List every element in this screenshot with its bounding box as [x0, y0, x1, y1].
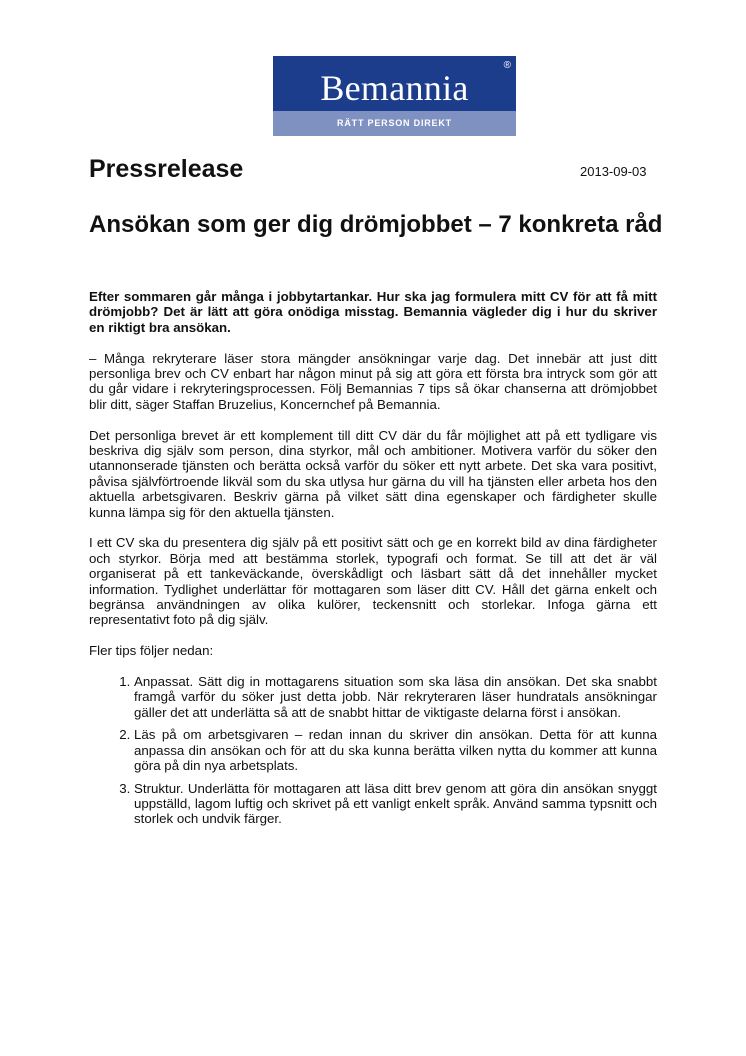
tip-item: 2. Läs på om arbetsgivaren – redan innan du skriver din ansökan. Detta för att kunna anpassa din ansökan och för att du ska kunna berätta vilken nytta du kommer att kunna göra på din nya arbetsplats. [134, 727, 657, 773]
bemannia-logo [273, 56, 516, 136]
body-paragraph: I ett CV ska du presentera dig själv på ett positivt sätt och ge en korrekt bild av dina färdigheter och styrkor. Börja med att bestämma storlek, typografi och format. Se till att det är väl organiserat på ett tankeväckande, överskådligt och läsbart sätt då det innehåller mycket information. Tydlighet underlättar för mottagaren som läser ditt CV. Håll det gärna enkelt och begränsa användningen av olika kulörer, teckensnitt och storlekar. Infoga gärna ett representativt foto på dig själv. [89, 535, 657, 628]
tips-intro: Fler tips följer nedan: [89, 643, 214, 659]
article-body [89, 289, 657, 834]
registered-mark: ® [503, 60, 511, 71]
logo-wordmark: Bemannia [320, 68, 469, 108]
headline: Ansökan som ger dig drömjobbet – 7 konkreta råd [89, 211, 663, 238]
release-date: 2013-09-03 [580, 164, 647, 179]
tip-item: 1. Anpassat. Sätt dig in mottagarens situation som ska läsa din ansökan. Det ska snabbt framgå varför du söker just detta jobb. När rekryteraren läser hundratals ansökningar gäller det att underlätta så att de snabbt hittar de viktigaste delarna först i ansökan. [134, 674, 657, 720]
body-paragraph: – Många rekryterare läser stora mängder ansökningar varje dag. Det innebär att just ditt personliga brev och CV enbart har någon minut på sig att göra ett första bra intryck som gör att du går vidare i rekryteringsprocessen. Följ Bemannias 7 tips så ökar chanserna att drömjobbet blir ditt, säger Staffan Bruzelius, Koncernchef på Bemannia. [89, 350, 657, 412]
body-paragraph: Det personliga brevet är ett komplement till ditt CV där du får möjlighet att på ett tydligare vis beskriva dig själv som person, dina styrkor, mål och ambitioner. Motivera varför du söker den utannonserade tjänsten och berätta också varför du söker ett nytt arbete. Det ska vara positivt, påvisa självförtroende likväl som du ska utlysa hur gärna du vill ha tjänsten eller arbeta hos den aktuella arbetsgivaren. Beskriv gärna på vilket sätt dina egenskaper och färdigheter skulle kunna lämpa sig för den aktuella tjänsten. [89, 427, 657, 520]
document-type-label: Pressrelease [89, 155, 244, 183]
lead-paragraph: Efter sommaren går många i jobbytartankar. Hur ska jag formulera mitt CV för att få mitt drömjobb? Det är lätt att göra onödiga misstag. Bemannia vägleder dig i hur du skriver en riktigt bra ansökan. [89, 289, 657, 335]
logo-tagline: RÄTT PERSON DIREKT [273, 111, 516, 136]
tip-item: 3. Struktur. Underlätta för mottagaren att läsa ditt brev genom att göra din ansökan snyggt uppställd, lagom luftig och skrivet på ett vanligt enkelt språk. Använd samma typsnitt och storlek och undvik färger. [134, 781, 657, 827]
tips-list [89, 674, 657, 827]
